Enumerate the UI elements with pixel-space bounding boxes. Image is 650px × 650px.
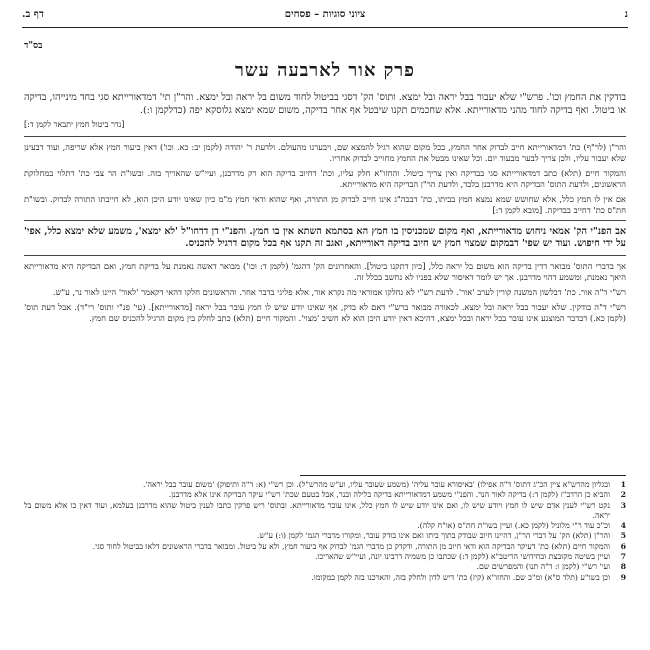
header-divider [22, 27, 628, 28]
main-text [24, 92, 626, 328]
footnote-text: ועיין בשיטה מקובצת ובחידושי הריטב"א (לקמן ד:) שכתבו כן משמיה דרבינו יונה, ועיי"ש שהאריכו. [314, 552, 610, 562]
chapter-title: פרק אור לארבעה עשר [235, 60, 415, 81]
footnotes [24, 480, 626, 583]
footnote [24, 562, 626, 572]
footnote [24, 573, 626, 583]
footnote-number: 7 [620, 552, 626, 562]
paragraph: בודקין את החמץ וכו'. פרש"י שלא יעבור בבל יראה ובל ימצא. ותוס' הק' דסגי בביטול לחוד משום בל יראה ובל ימצא. והר"ן תי' דמדאורייתא סגי בחד מינייהו, בדיקה או ביטול. ואף בדיקה לחוד מהני מדאורייתא. אלא שחכמים תקנו שיבטל אף אחר בדיקה, משום שמא ימצא גלוסקא יפה (כדלקמן ו:). [24, 92, 626, 116]
footnote-text: וכ"כ עוד ר"י מלוניל (לקמן כא.) ועיין בשו"ת חת"ס (או"ח קלה). [417, 521, 610, 531]
footnote [24, 521, 626, 531]
footnote-divider [300, 475, 626, 476]
bsd-marker: בס"ד [24, 41, 43, 51]
footnote [24, 480, 626, 490]
footnote-text: והמקור חיים (תלא) כת' דעיקר הבדיקה הוא ודאי חיוב מן התורה, ודקדק כן מדברי הגמ' לבדוק אף ביעור חמץ, ולא על ביטול. ומבואר בדברי הראשונים דלאו בביטול לחוד סגי. [92, 541, 610, 551]
paragraph: אם אין לו חמץ כלל, אלא שחושש שמא נמצא חמץ בביתו, כת' דבכה"ג אינו חייב לבדוק מן התורה, ואף שהוא ודאי חמץ מ"מ כיון שאינו יודע היכן הוא, לא חייבתו התורה לבדוק. ובשו"ת חת"ס כת' דחייב בבדיקה. [מובא לקמן ד:] [24, 193, 626, 215]
paragraph: אך בדברי התוס' מבואר דדין בדיקה הוא משום בל יראה כלל, [כיון דתקנו ביטול]. והאחרונים הק' דהגמ' (לקמן ד: וכו') מבואר דאשה נאמנת על בדיקת חמץ, ואם הבדיקה היא מדאורייתא היאך נאמנת, ומשמע דהוי מדרבנן. אך יש לומר דאיסור שלא בפניו לא נחשב בכלל זה. [24, 260, 626, 282]
footnote-number: 9 [620, 572, 626, 582]
footnote-text: והביא כן הרדב"ז (לקמן ד:) בדיקה לאור הנר. והפנ"י משמע דמדאורייתא בדיקה בלילה ובנר, אבל בטעם שכת' רש"י עיקר הבדיקה אינו אלא מדרבנן. [168, 490, 610, 500]
footnote [24, 542, 626, 552]
footnote-text: נקט רש"י לענין אדם שיש לו חמץ ויודע שיש לו, ואם אינו יודע שיש לו חמץ כלל, אינו עובר מדאורייתא. ובתוס' ריש פרקין כתבו לענין ביטול שהוא מדרבנן בעלמא, ועוד דאין בו אלא משום בל יראה. [24, 500, 610, 520]
paragraph: אב הפנ"י הק' אמאי ניחוש מדאורייתא, ואף מקום שמכניסין בו חמץ הא בסתמא השתא אין בו חמץ. והפנ"י דן דדחו"ל 'לא ימצא', משמע שלא ימצא כלל, אפי' על ידי חיפוש. ועוד יש שפי' דבמקום שמצוי חמץ יש חיוב בדיקה דאורייתא, ואגב זה תקנו אף בכל מקום דרגיל להכניס. [24, 225, 626, 250]
footnote-number: 3 [620, 500, 626, 510]
paragraph: רש"י ד"ה אור. כת' דבלשון המשנה קורין לערב 'אור'. לדעת רש"י לא נחלקו אמוראי מה נקרא אור, אלא פליגי בדבר אחר. והראשונים חלקו דהאי דקאמר 'לאור' היינו לאור נר, ע"ש. [52, 286, 626, 297]
footnote [24, 490, 626, 500]
section-divider [24, 220, 626, 221]
footnote-number: 2 [620, 490, 626, 500]
footnote [24, 501, 626, 522]
paragraph: והר"ן (לר"ף) כת' דמדאורייתא חייב לבדוק אחר החמץ, בכל מקום שהוא רגיל להמצא שם, ויבערנו מהעולם. ולדעת ר' יהודה (לקמן יב: כא. וכו') דאין ביעור חמץ אלא שריפה, ועוד דבעינן שלא יעבור עליו, ולכן צריך לבער מבעוד יום. וכל שאינו מבטל את החמץ מחוייב לבדוק אחריו. [24, 141, 626, 163]
footnote [24, 531, 626, 541]
footnote-text: ועי' רש"י (לקמן ו: ד"ה תנו) והמפרשים שם. [476, 562, 610, 572]
footnote-number: 8 [620, 562, 626, 572]
paragraph: והמקור חיים (תלא) כתב דמדאורייתא סגי בבדיקה ואין צריך ביטול. והחזו"א חלק עליו, וכת' דחיוב בדיקה הוא רק מדרבנן, ועיי"ש שהאריך בזה. ובשו"ת הר צבי כת' דתלוי במחלוקת הראשונים, ולדעת התוס' הבדיקה היא מדרבנן בלבד, ולדעת הר"ן הבדיקה היא מדאורייתא. [24, 167, 626, 189]
daf-marker: דף ב. [22, 9, 44, 20]
running-head [22, 9, 628, 25]
cross-reference: [נדר ביטול חמץ יתבאר לקמן ד:] [24, 120, 125, 130]
footnote [24, 552, 626, 562]
section-divider [24, 136, 626, 137]
page-letter: נ [624, 9, 628, 20]
footnote-text: והר"ן (תלא) הק' על דברי הר"ן, דהיינו חיוב שבודק בתוך ביתו ואם אינו בודק עובר, ומקורו מדברי הגמ' לקמן (ו:) ע"ש. [256, 531, 610, 541]
footnote-number: 6 [620, 541, 626, 551]
paragraph: רש"י ד"ה בודקין. שלא יעבור בבל יראה ובל ימצא. לכאורה מבואר ברש"י דאם לא בדק, אף שאינו יודע שיש לו חמץ עובר בבל יראה [מדאורייתא]. (עי' פנ"י ותוס' רי"ד). אבל דעת תוס' (לקמן כא.) דבדבר המוצנע אינו עובר בבל יראה ובבל ימצא, דהיכא דאין יודע היכן הוא לא חשיב 'מצוי'. והמקור חיים (תלא) כתב לחלק בין מקום הרגיל להכניס שם חמץ. [24, 301, 626, 323]
footnote-number: 1 [620, 480, 626, 489]
footnote-text: ובגליון מהרש"א ציין הכ"ג דתוס' ד"ה אפילו) 'באיסורא עובר עליה' (משמע שעובר עליו, וע"ש מהרש"ל). וכן רש"י (א: ד"ה ותיפוק) 'משום עובר בבל יראה'. [142, 480, 610, 489]
footnote-text: וכן בשו"ע (תלד ס"א) ומ"ב שם. והחזו"א (קיז) כת' דיש לדון ולחלק בזה, והארכנו בזה לקמן במקומו. [311, 572, 610, 582]
running-title: ציוני סוגיות – פסחים [284, 9, 366, 20]
footnote-number: 5 [620, 531, 626, 541]
section-divider [24, 255, 626, 256]
footnote-number: 4 [620, 521, 626, 531]
